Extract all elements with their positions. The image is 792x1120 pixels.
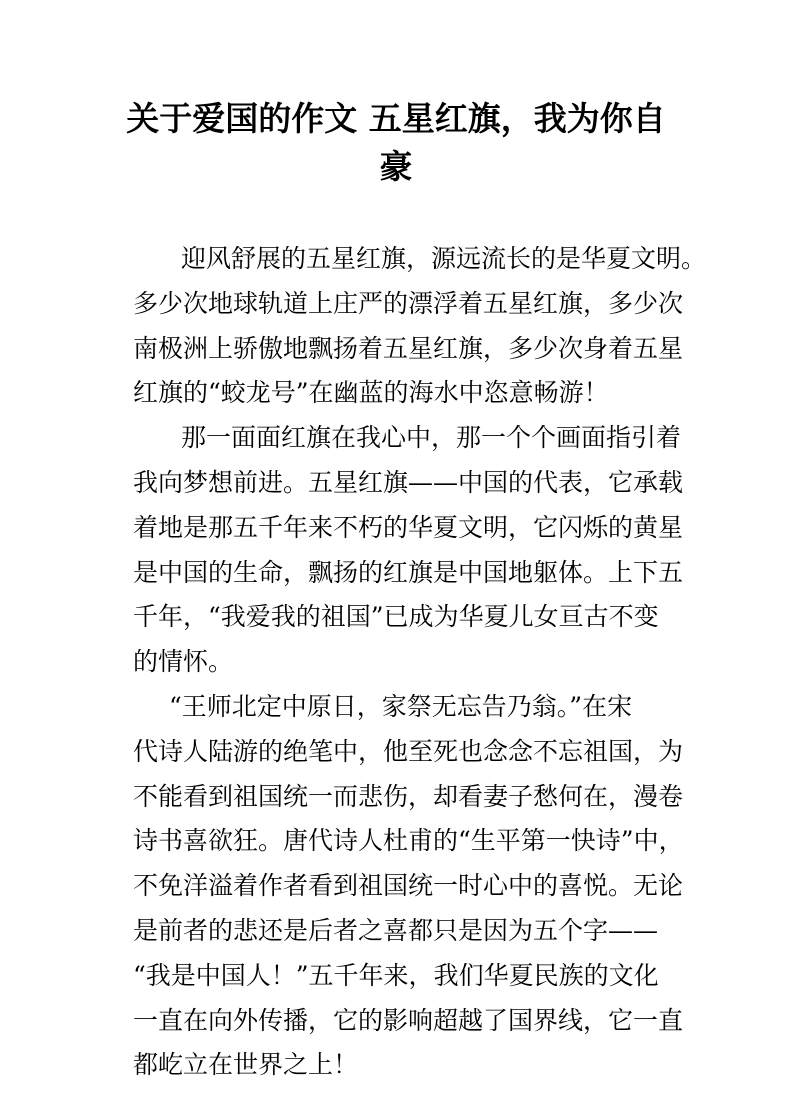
text-line: 代诗人陆游的绝笔中，他至死也念念不忘祖国，为 [133,736,684,766]
text-line: 迎风舒展的五星红旗，源远流长的是华夏文明。 [181,244,707,273]
text-line: 那一面面红旗在我心中，那一个个画面指引着 [181,423,682,453]
paragraph-2 [133,416,684,685]
text-line: “王师北定中原日，家祭无忘告乃翁。”在宋 [169,691,633,721]
text-line: 多少次地球轨道上庄严的漂浮着五星红旗，多少次 [133,288,684,318]
text-line: 一直在向外传播，它的影响超越了国界线，它一直 [133,1005,684,1035]
text-line: 我向梦想前进。五星红旗——中国的代表，它承载 [133,467,684,497]
paragraph-1 [133,237,707,416]
text-line: 不能看到祖国统一而悲伤，却看妻子愁何在，漫卷 [133,781,684,811]
title-line: 豪 [379,147,413,186]
paragraph-3 [133,685,684,1088]
text-line: “我是中国人！”五千年来，我们华夏民族的文化 [133,960,659,990]
text-line: 不免洋溢着作者看到祖国统一时心中的喜悦。无论 [133,871,684,901]
text-line: 是前者的悲还是后者之喜都只是因为五个字—— [133,915,659,945]
text-line: 着地是那五千年来不朽的华夏文明，它闪烁的黄星 [133,512,684,542]
text-line: 诗书喜欲狂。唐代诗人杜甫的“生平第一快诗”中， [133,826,684,856]
text-line: 千年，“我爱我的祖国”已成为华夏儿女亘古不变 [133,602,659,632]
text-line: 南极洲上骄傲地飘扬着五星红旗，多少次身着五星 [133,333,684,363]
page-title [120,95,672,191]
essay-body [133,237,707,1088]
title-line: 关于爱国的作文 五星红旗，我为你自 [126,99,666,138]
text-line: 红旗的“蛟龙号”在幽蓝的海水中恣意畅游！ [133,378,609,408]
text-line: 都屹立在世界之上！ [133,1050,359,1080]
text-line: 是中国的生命，飘扬的红旗是中国地躯体。上下五 [133,557,684,587]
text-line: 的情怀。 [133,647,234,677]
